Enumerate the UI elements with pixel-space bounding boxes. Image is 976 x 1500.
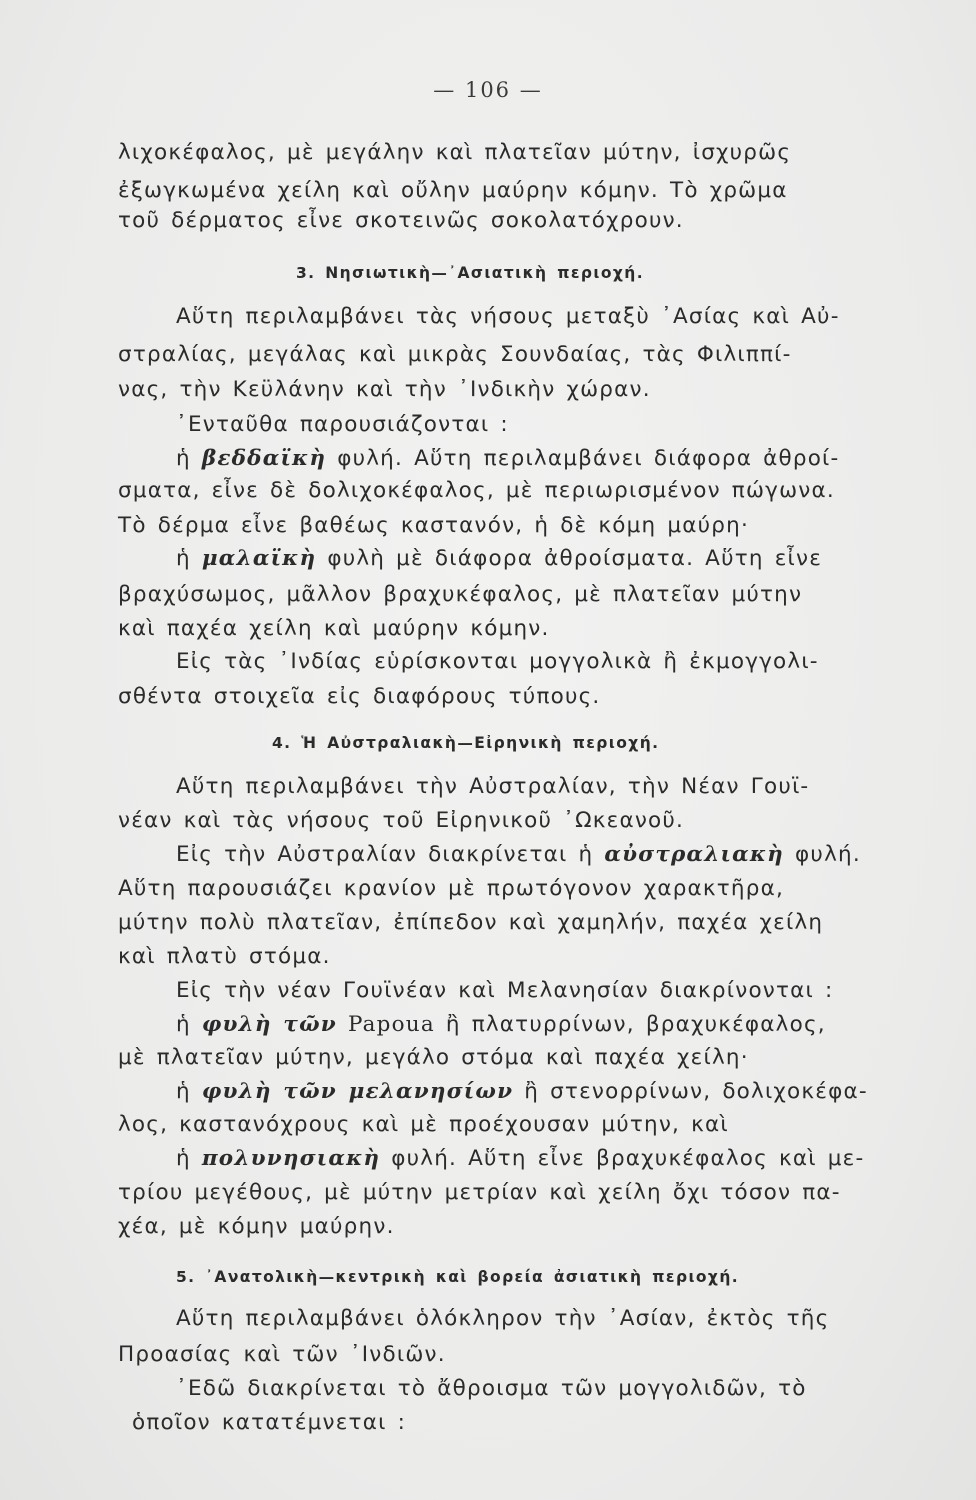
text-segment: καὶ πλατὺ στόμα. <box>118 944 331 969</box>
text-segment: νας, τὴν Κεϋλάνην καὶ τὴν ᾿Ινδικὴν χώραν. <box>118 377 651 402</box>
text-segment: φυλή. <box>784 842 861 867</box>
text-line-32 <box>176 1376 807 1401</box>
text-line-30 <box>176 1306 829 1331</box>
text-segment: 3. Νησιωτικὴ—᾿Ασιατικὴ περιοχή. <box>296 264 645 282</box>
text-segment: νέαν καὶ τὰς νήσους τοῦ Εἰρηνικοῦ ᾿Ωκεανοῦ. <box>118 808 685 833</box>
text-segment: ἐξωγκωμένα χείλη καὶ οὔλην μαύρην κόμην. Τὸ χρῶμα <box>118 178 788 203</box>
text-segment: Papoua <box>336 1012 435 1037</box>
text-segment: μὲ πλατεῖαν μύτην, μεγάλο στόμα καὶ παχέα χείλη· <box>118 1045 749 1070</box>
section-heading-3 <box>296 264 644 282</box>
text-line-22 <box>176 978 833 1003</box>
text-line-24 <box>118 1045 749 1070</box>
text-line-28 <box>118 1180 841 1205</box>
text-segment: σματα, εἶνε δὲ δολιχοκέφαλος, μὲ περιωρισμένον πώγωνα. <box>118 478 835 503</box>
text-line-23 <box>176 1012 826 1037</box>
text-segment: ᾿Ενταῦθα παρουσιάζονται : <box>176 412 509 437</box>
emphasized-term: φυλὴ τῶν <box>201 1012 337 1037</box>
text-line-3 <box>118 208 684 233</box>
text-segment: Αὕτη παρουσιάζει κρανίον μὲ πρωτόγονον χαρακτῆρα, <box>118 876 785 901</box>
emphasized-term: πολυνησιακὴ <box>201 1146 381 1171</box>
text-segment: τρίου μεγέθους, μὲ μύτην μετρίαν καὶ χείλη ὄχι τόσον πα- <box>118 1180 841 1205</box>
text-line-13 <box>118 616 550 641</box>
text-line-2 <box>118 178 788 203</box>
text-segment: Εἰς τὰς ᾿Ινδίας εὑρίσκονται μογγολικὰ ἢ ἐκμογγολι- <box>176 649 819 674</box>
text-line-19 <box>118 876 784 901</box>
text-line-9 <box>118 478 835 503</box>
section-heading-4 <box>272 734 659 752</box>
text-segment: στραλίας, μεγάλας καὶ μικρὰς Σουνδαίας, τὰς Φιλιππί- <box>118 342 792 367</box>
text-segment: 5. ᾿Ανατολικὴ—κεντρικὴ καὶ βορεία ἀσιατικὴ περιοχή. <box>176 1268 740 1286</box>
emphasized-term: αὐστραλιακὴ <box>604 842 785 867</box>
text-segment: Αὕτη περιλαμβάνει τὴν Αὐστραλίαν, τὴν Νέαν Γουϊ- <box>176 774 810 799</box>
text-segment: τοῦ δέρματος εἶνε σκοτεινῶς σοκολατόχρουν. <box>118 208 684 233</box>
text-segment: ὁποῖον κατατέμνεται : <box>132 1410 407 1435</box>
text-segment: ἡ <box>176 1079 202 1104</box>
text-segment: σθέντα στοιχεῖα εἰς διαφόρους τύπους. <box>118 684 601 709</box>
text-segment: ἡ <box>176 546 202 571</box>
text-line-18 <box>176 842 861 867</box>
text-line-33 <box>132 1410 406 1435</box>
text-line-31 <box>118 1342 446 1367</box>
text-segment: μύτην πολὺ πλατεῖαν, ἐπίπεδον καὶ χαμηλήν, παχέα χείλη <box>118 910 824 935</box>
text-segment: ἢ πλατυρρίνων, βραχυκέφαλος, <box>434 1012 826 1037</box>
text-segment: 4. Ἡ Αὐστραλιακὴ—Εἰρηνικὴ περιοχή. <box>272 734 660 752</box>
text-segment: φυλή. Αὕτη εἶνε βραχυκέφαλος καὶ με- <box>380 1146 865 1171</box>
text-segment: χέα, μὲ κόμην μαύρην. <box>118 1214 395 1239</box>
text-segment: βραχύσωμος, μᾶλλον βραχυκέφαλος, μὲ πλατεῖαν μύτην <box>118 582 803 607</box>
text-line-15 <box>118 684 600 709</box>
text-segment: ᾿Εδῶ διακρίνεται τὸ ἄθροισμα τῶν μογγολιδῶν, τὸ <box>176 1376 807 1401</box>
emphasized-term: βεδδαϊκὴ <box>201 446 327 471</box>
text-line-5 <box>118 342 792 367</box>
text-line-11 <box>176 546 822 571</box>
text-segment: λος, καστανόχρους καὶ μὲ προέχουσαν μύτην, καὶ <box>118 1112 729 1137</box>
text-line-27 <box>176 1146 864 1171</box>
text-segment: ἡ <box>176 446 202 471</box>
text-line-10 <box>118 513 749 538</box>
text-line-8 <box>176 446 839 471</box>
text-segment: Αὕτη περιλαμβάνει ὁλόκληρον τὴν ᾿Ασίαν, ἐκτὸς τῆς <box>176 1306 830 1331</box>
text-segment: καὶ παχέα χείλη καὶ μαύρην κόμην. <box>118 616 550 641</box>
text-line-1 <box>118 140 791 165</box>
text-line-29 <box>118 1214 395 1239</box>
section-heading-5 <box>176 1268 739 1286</box>
text-line-6 <box>118 377 651 402</box>
text-line-20 <box>118 910 823 935</box>
emphasized-term: φυλὴ τῶν μελανησίων <box>201 1079 514 1104</box>
text-segment: λιχοκέφαλος, μὲ μεγάλην καὶ πλατεῖαν μύτην, ἰσχυρῶς <box>118 140 792 165</box>
text-segment: Τὸ δέρμα εἶνε βαθέως καστανόν, ἡ δὲ κόμη μαύρη· <box>118 513 749 538</box>
text-segment: Εἰς τὴν νέαν Γουϊνέαν καὶ Μελανησίαν διακρίνονται : <box>176 978 834 1003</box>
page-number: — 106 — <box>433 78 543 102</box>
text-segment: ἡ <box>176 1146 202 1171</box>
text-segment: φυλὴ μὲ διάφορα ἀθροίσματα. Αὕτη εἶνε <box>316 546 823 571</box>
text-segment: Αὕτη περιλαμβάνει τὰς νήσους μεταξὺ ᾿Ασίας καὶ Αὐ- <box>176 304 840 329</box>
text-segment: Προασίας καὶ τῶν ᾿Ινδιῶν. <box>118 1342 446 1367</box>
text-line-12 <box>118 582 802 607</box>
text-segment: ἢ στενορρίνων, δολιχοκέφα- <box>513 1079 868 1104</box>
text-line-26 <box>118 1112 729 1137</box>
text-line-21 <box>118 944 331 969</box>
text-segment: ἡ <box>176 1012 202 1037</box>
text-line-16 <box>176 774 809 799</box>
emphasized-term: μαλαϊκὴ <box>201 546 317 571</box>
text-line-25 <box>176 1079 868 1104</box>
text-line-7 <box>176 412 509 437</box>
text-line-4 <box>176 304 840 329</box>
text-line-14 <box>176 649 819 674</box>
text-segment: φυλή. Αὕτη περιλαμβάνει διάφορα ἀθροί- <box>326 446 840 471</box>
text-segment: Εἰς τὴν Αὐστραλίαν διακρίνεται ἡ <box>176 842 605 867</box>
text-line-17 <box>118 808 684 833</box>
